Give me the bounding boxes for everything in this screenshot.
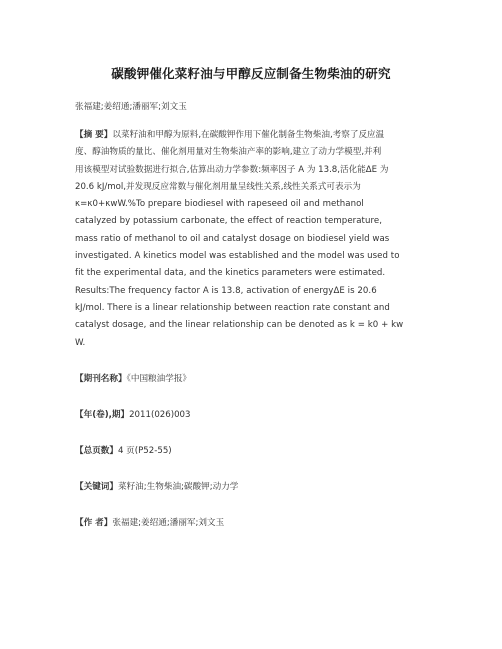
keywords-row: [75, 480, 238, 492]
year-issue-label: 【年(卷),期】: [75, 410, 130, 420]
journal-name-value: 《中国粮油学报》: [126, 374, 192, 384]
abstract-line-text: 以菜籽油和甲醇为原料,在碳酸钾作用下催化制备生物柴油,考察了反应温: [112, 130, 385, 140]
abstract-label: 【摘 要】: [75, 130, 113, 140]
keywords-value: 菜籽油;生物柴油;碳酸钾;动力学: [117, 482, 239, 492]
keywords-label: 【关键词】: [75, 482, 118, 492]
abstract-line: catalyst dosage, and the linear relationship can be denoted as k = k0 + kw: [75, 320, 404, 331]
abstract-line: fit the experimental data, and the kinetics parameters were estimated.: [75, 268, 386, 279]
year-issue-row: [75, 408, 190, 420]
abstract-line: catalyzed by potassium carbonate, the effect of reaction temperature,: [75, 216, 382, 227]
page-count-label: 【总页数】: [75, 446, 118, 456]
abstract-line: 度、醇油物质的量比、催化剂用量对生物柴油产率的影响,建立了动力学模型,并利: [75, 147, 382, 158]
page-count-value: 4 页(P52-55): [117, 446, 172, 456]
abstract-line: kJ/mol. There is a linear relationship between reaction rate constant and: [75, 302, 390, 313]
abstract-block: [75, 127, 430, 352]
authors-row: [75, 516, 224, 528]
authors-label: 【作 者】: [75, 518, 113, 528]
abstract-line: 用该模型对试验数据进行拟合,估算出动力学参数:频率因子 A 为 13.8,活化能ΔE 为: [75, 164, 389, 175]
abstract-line: investigated. A kinetics model was established and the model was used to: [75, 251, 400, 262]
abstract-line: [75, 127, 430, 144]
author-line: 张福建;姜绍通;潘丽军;刘文玉: [75, 102, 187, 112]
year-issue-value: 2011(026)003: [129, 410, 191, 420]
authors-value: 张福建;姜绍通;潘丽军;刘文玉: [112, 518, 225, 528]
abstract-line: 20.6 kJ/mol,并发现反应常数与催化剂用量呈线性关系,线性关系式可表示为: [75, 181, 361, 192]
page-count-row: [75, 444, 172, 456]
abstract-line: κ=κ0+κwW.%To prepare biodiesel with rapeseed oil and methanol: [75, 199, 364, 210]
abstract-line: W.: [75, 337, 86, 348]
journal-name-row: [75, 372, 191, 384]
abstract-line: mass ratio of methanol to oil and catalyst dosage on biodiesel yield was: [75, 233, 390, 244]
journal-name-label: 【期刊名称】: [75, 374, 127, 384]
paper-title: 碳酸钾催化菜籽油与甲醇反应制备生物柴油的研究: [111, 66, 391, 81]
abstract-line: Results:The frequency factor A is 13.8, activation of energyΔE is 20.6: [75, 285, 377, 296]
